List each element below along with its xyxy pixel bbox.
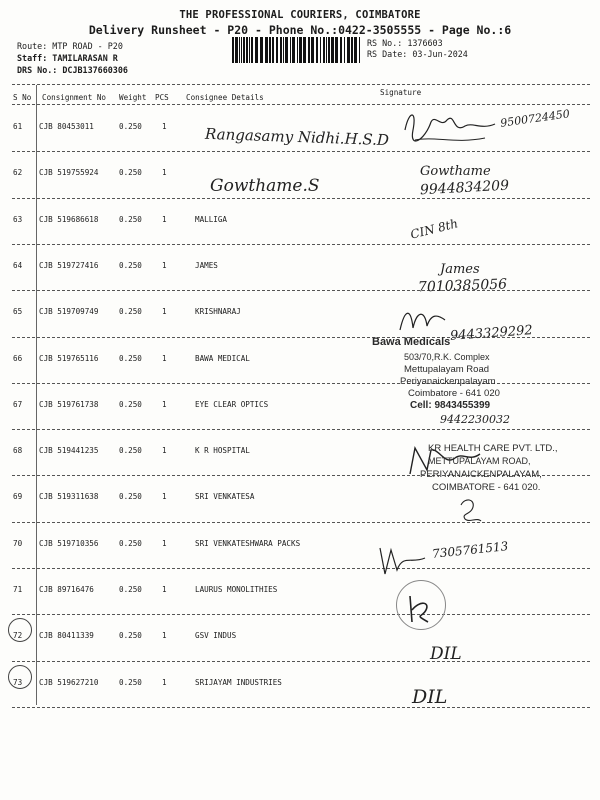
handwritten-sig-70-num: 7305761513	[431, 539, 509, 561]
row-pcs: 1	[162, 260, 167, 270]
row-weight: 0.250	[119, 538, 142, 548]
round-seal	[396, 580, 446, 630]
header-top-rule	[12, 84, 590, 85]
handwritten-sig-63: CIN 8th	[409, 216, 460, 242]
col-consignee: Consignee Details	[186, 93, 264, 102]
row-separator	[12, 568, 590, 569]
row-consignee: JAMES	[195, 260, 218, 270]
bawa-stamp-line3: Mettupalayam Road	[404, 364, 490, 375]
row-consignee: SRIJAYAM INDUSTRIES	[195, 677, 282, 687]
drs-label: DRS No.: DCJB137660306	[17, 65, 128, 75]
runsheet-subtitle: Delivery Runsheet - P20 - Phone No.:0422-3505555 - Page No.:6	[88, 23, 512, 37]
row-consignee: EYE CLEAR OPTICS	[195, 399, 269, 409]
barcode-image	[232, 37, 360, 63]
row-consignee: SRI VENKATESA	[195, 492, 255, 502]
row-sno: 66	[13, 353, 23, 363]
row-sno: 67	[13, 399, 23, 409]
bawa-stamp-line6: Cell: 9843455399	[410, 400, 491, 411]
row-pcs: 1	[162, 214, 167, 224]
row-weight: 0.250	[119, 585, 142, 594]
row-pcs: 1	[162, 538, 167, 548]
handwritten-sig-72: DIL	[430, 644, 462, 664]
rs-number: RS No.: 1376603	[367, 38, 443, 48]
row-sno: 64	[13, 260, 23, 270]
row-weight: 0.250	[119, 631, 142, 641]
row-72-circle	[8, 618, 32, 642]
row-separator	[12, 198, 590, 199]
row-consignment: CJB 519761738	[39, 399, 99, 409]
row-consignee: KRISHNARAJ	[195, 307, 241, 317]
row-separator	[12, 522, 590, 523]
row-sno: 71	[13, 585, 23, 594]
signature-scribble-69	[455, 495, 485, 525]
handwritten-sig-73: DIL	[412, 686, 448, 708]
row-consignee: SRI VENKATESHWARA PACKS	[195, 538, 301, 548]
row-sno: 63	[13, 214, 23, 224]
row-pcs: 1	[162, 353, 167, 363]
bawa-stamp-line5: Coimbatore - 641 020	[408, 388, 500, 399]
row-consignment: CJB 519627210	[39, 677, 99, 687]
row-consignment: CJB 519710356	[39, 538, 99, 548]
company-title: THE PROFESSIONAL COURIERS, COIMBATORE	[179, 9, 421, 21]
kr-stamp-line4: COIMBATORE - 641 020.	[432, 482, 541, 493]
row-sno: 70	[13, 538, 23, 548]
row-separator	[12, 707, 590, 708]
row-separator	[12, 614, 590, 615]
col-consignment: Consignment No	[42, 93, 107, 102]
kr-stamp-line2: METTUPALAYAM ROAD,	[428, 456, 531, 466]
bawa-stamp-line2: 503/70,R.K. Complex	[404, 352, 490, 362]
rs-date: RS Date: 03-Jun-2024	[367, 49, 468, 59]
handwritten-name-62: Gowthame.S	[210, 176, 320, 196]
row-sno: 65	[13, 307, 23, 317]
row-separator	[12, 429, 590, 430]
handwritten-name-61: Rangasamy Nidhi.H.S.D	[204, 124, 390, 150]
row-consignment: CJB 89716476	[39, 585, 94, 594]
row-weight: 0.250	[119, 260, 142, 270]
row-consignee: BAWA MEDICAL	[195, 353, 250, 363]
row-pcs: 1	[162, 631, 167, 641]
row-pcs: 1	[162, 122, 167, 131]
row-consignment: CJB 519755924	[39, 168, 99, 178]
row-weight: 0.250	[119, 399, 142, 409]
row-consignment: CJB 80411339	[39, 631, 94, 641]
bawa-stamp-line1: Bawa Medicals	[372, 336, 451, 348]
row-consignee: GSV INDUS	[195, 631, 237, 641]
handwritten-sig-64-num: 7010385056	[417, 276, 508, 296]
row-pcs: 1	[162, 168, 167, 178]
row-sno: 69	[13, 492, 23, 502]
row-consignment: CJB 519441235	[39, 446, 99, 456]
row-weight: 0.250	[119, 168, 142, 178]
row-pcs: 1	[162, 585, 167, 594]
signature-scribble-65	[395, 300, 455, 340]
column-divider	[36, 85, 37, 705]
route-label: Route: MTP ROAD - P20	[17, 41, 123, 51]
row-pcs: 1	[162, 446, 167, 456]
row-pcs: 1	[162, 492, 167, 502]
handwritten-sig-62-name: Gowthame	[420, 164, 491, 179]
row-sno: 72	[13, 631, 23, 641]
row-consignment: CJB 519311638	[39, 492, 99, 502]
col-sno: S No	[13, 93, 32, 102]
handwritten-sig-65-num: 9443329292	[449, 323, 534, 344]
row-separator	[12, 661, 590, 662]
kr-stamp-line3: PERIYANAICKENPALAYAM,	[420, 469, 542, 480]
staff-label: Staff: TAMILARASAN R	[17, 53, 118, 63]
row-weight: 0.250	[119, 214, 142, 224]
signature-scribble-61	[395, 100, 505, 150]
row-weight: 0.250	[119, 446, 142, 456]
row-sno: 62	[13, 168, 23, 178]
col-signature: Signature	[380, 88, 422, 97]
row-consignment: CJB 80453011	[39, 122, 94, 131]
row-consignee: MALLIGA	[195, 214, 228, 224]
row-sno: 73	[13, 677, 23, 687]
bawa-stamp-line4: Periyanaickenpalayam	[400, 376, 496, 387]
row-consignment: CJB 519765116	[39, 353, 99, 363]
row-pcs: 1	[162, 307, 167, 317]
row-sno: 68	[13, 446, 23, 456]
row-separator	[12, 244, 590, 245]
row-consignee: K R HOSPITAL	[195, 446, 250, 456]
col-pcs: PCS	[155, 93, 169, 102]
row-separator	[12, 383, 590, 384]
row-sno: 61	[13, 122, 23, 131]
row-separator	[12, 151, 590, 152]
row-weight: 0.250	[119, 353, 142, 363]
handwritten-sig-61: 9500724450	[499, 107, 571, 130]
row-weight: 0.250	[119, 677, 142, 687]
row-pcs: 1	[162, 399, 167, 409]
signature-scribble-70	[375, 540, 435, 580]
col-weight: Weight	[119, 93, 147, 102]
kr-stamp-line1: KR HEALTH CARE PVT. LTD.,	[428, 443, 558, 454]
row-consignee: LAURUS MONOLITHIES	[195, 585, 278, 594]
handwritten-sig-67-num: 9442230032	[440, 413, 510, 426]
row-weight: 0.250	[119, 492, 142, 502]
row-weight: 0.250	[119, 122, 142, 131]
row-weight: 0.250	[119, 307, 142, 317]
handwritten-sig-62-num: 9944834209	[419, 177, 510, 199]
row-consignment: CJB 519686618	[39, 214, 99, 224]
row-73-circle	[8, 665, 32, 689]
row-consignment: CJB 519727416	[39, 260, 99, 270]
handwritten-sig-64-name: James	[440, 262, 480, 277]
row-pcs: 1	[162, 677, 167, 687]
row-consignment: CJB 519709749	[39, 307, 99, 317]
